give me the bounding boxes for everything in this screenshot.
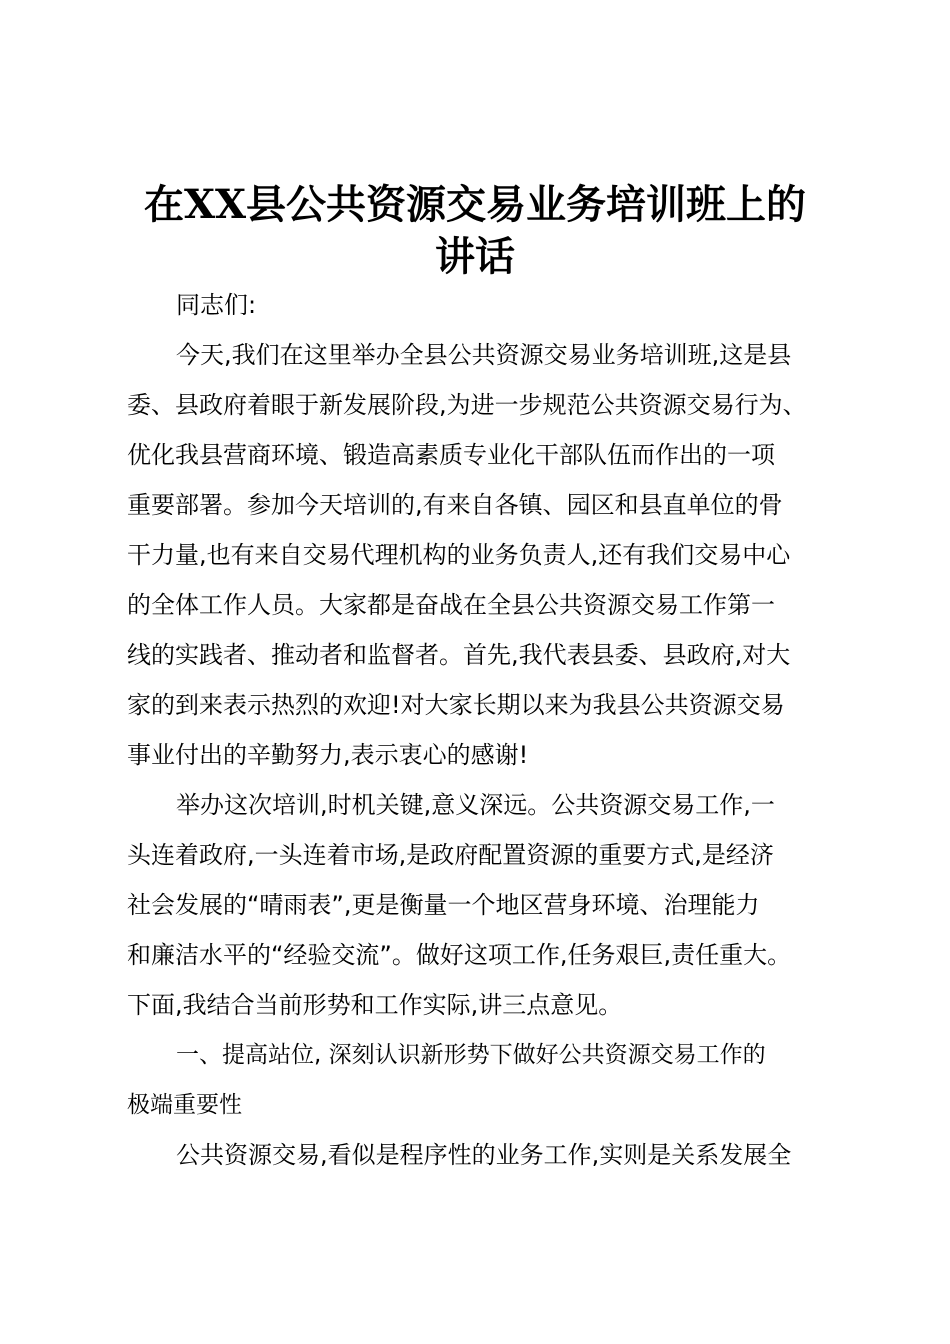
paragraph-line: 事业付出的辛勤努力,表示衷心的感谢! xyxy=(127,741,529,769)
salutation: 同志们: xyxy=(176,291,257,319)
paragraph-line: 委、县政府着眼于新发展阶段,为进一步规范公共资源交易行为、 xyxy=(127,391,807,419)
section-heading-line: 极端重要性 xyxy=(127,1092,242,1118)
paragraph-line: 和廉洁水平的“经验交流”。做好这项工作,任务艰巨,责任重大。 xyxy=(127,941,792,969)
paragraph-line: 的全体工作人员。大家都是奋战在全县公共资源交易工作第一 xyxy=(127,591,775,619)
paragraph-line: 公共资源交易,看似是程序性的业务工作,实则是关系发展全 xyxy=(176,1141,792,1169)
paragraph-line: 线的实践者、推动者和监督者。首先,我代表县委、县政府,对大 xyxy=(127,641,791,669)
document-title-line-2: 讲话 xyxy=(435,233,515,280)
paragraph-line: 下面,我结合当前形势和工作实际,讲三点意见。 xyxy=(127,991,623,1019)
paragraph-line: 优化我县营商环境、锻造高素质专业化干部队伍而作出的一项 xyxy=(127,441,775,469)
paragraph-line: 重要部署。参加今天培训的,有来自各镇、园区和县直单位的骨 xyxy=(127,491,783,519)
paragraph-line: 头连着政府,一头连着市场,是政府配置资源的重要方式,是经济 xyxy=(127,841,774,869)
paragraph-line: 社会发展的“晴雨表”,更是衡量一个地区营身环境、治理能力 xyxy=(127,891,760,919)
paragraph-line: 干力量,也有来自交易代理机构的业务负责人,还有我们交易中心 xyxy=(127,541,791,569)
paragraph-line: 举办这次培训,时机关键,意义深远。公共资源交易工作,一 xyxy=(176,791,775,819)
paragraph-line: 家的到来表示热烈的欢迎!对大家长期以来为我县公共资源交易 xyxy=(127,691,785,719)
section-heading-line: 一、提高站位, 深刻认识新形势下做好公共资源交易工作的 xyxy=(176,1042,766,1068)
paragraph-line: 今天,我们在这里举办全县公共资源交易业务培训班,这是县 xyxy=(176,341,792,369)
document-title-line-1: 在XX县公共资源交易业务培训班上的 xyxy=(143,181,807,228)
